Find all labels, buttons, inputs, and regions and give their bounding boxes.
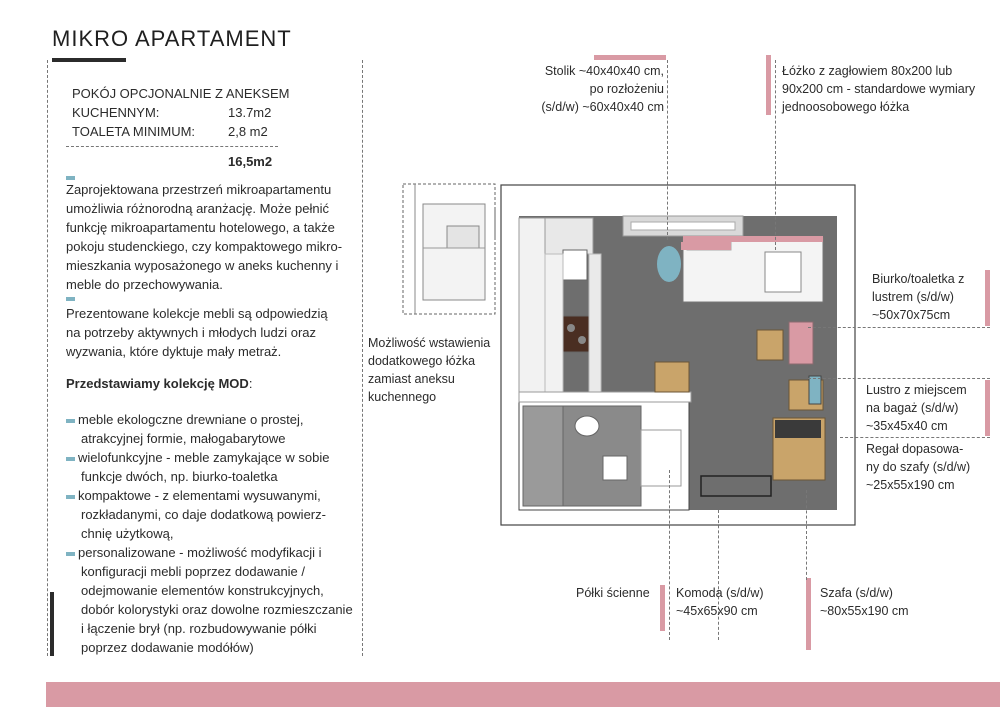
desk (789, 322, 813, 364)
bullet-icon (66, 552, 75, 556)
kitchen-counter (545, 218, 593, 254)
label-lozko: Łóżko z zagłowiem 80x200 lub 90x200 cm - standardowe wymiary jednoosobowego łóżka (782, 64, 976, 114)
kitchen-cabinet (519, 218, 545, 398)
biurko-marker (985, 270, 990, 326)
szafa-marker (806, 578, 811, 650)
lustro-marker (985, 380, 990, 436)
footer-bar (46, 682, 1000, 707)
page-title: MIKRO APARTAMENT (52, 26, 292, 51)
leader-line (808, 327, 990, 328)
list-item: personalizowane - możliwość modyfikacji i (66, 543, 366, 562)
title-underline (52, 58, 126, 62)
toilet (575, 416, 599, 436)
leader-line (806, 490, 807, 580)
label-biurko: Biurko/toaletka z lustrem (s/d/w) ~50x70x75cm (872, 272, 965, 322)
list-item: wielofunkcyjne - meble zamykające w sobie (66, 448, 366, 467)
features-list: meble ekologczne drewniane o prostej, atrakcyjnej formie, małogabarytowe wielofunkcyjne - meble zamykające w sobie funkcje dwóch, np. biurko-toaletka kompaktowe - z elementami wysuwanymi, rozkładanymi, co daje dodatkową powierz- chnię użytkową, personalizowane - możliwość modyfikacji i konfiguracji mebli poprzez dodawanie / odejmowanie elementów konstrukcyjnych, dobór kolorystyki oraz dowolne rozmieszczanie i łączenie brył (np. rozbudowywanie półki poprzez dodawanie modółów) (66, 410, 366, 657)
label-lustro: Lustro z miejscem na bagaż (s/d/w) ~35x45x40 cm (866, 383, 967, 433)
summary-line-2-value: 13.7m2 (228, 105, 272, 120)
leader-line (840, 437, 990, 438)
label-szafa: Szafa (s/d/w) ~80x55x190 cm (820, 586, 909, 618)
label-komoda: Komoda (s/d/w) ~45x65x90 cm (676, 586, 764, 618)
description-para-1: Zaprojektowana przestrzeń mikroapartamentu umożliwia różnorodną aranżację. Może pełnić funkcję mikroapartamentu hotelowego, a także pokoju studenckiego, czy kompaktowego mikro- mieszkania wyposażonego w aneks kuchenny i meble do przechowywania. (66, 182, 343, 292)
desk-chair (757, 330, 783, 360)
list-item: meble ekologczne drewniane o prostej, (66, 410, 366, 429)
bathroom-door (641, 430, 681, 486)
summary-divider (66, 146, 278, 147)
left-accent-bar (50, 592, 54, 656)
summary-line-3-value: 2,8 m2 (228, 124, 268, 139)
leader-line (775, 60, 776, 250)
description-para-2: Prezentowane kolekcje mebli są odpowiedzią na potrzeby aktywnych i młodych ludzi oraz wyzwania, które dyktuje mały metraż. (66, 306, 328, 359)
leader-line (667, 60, 668, 240)
pouf (657, 246, 681, 282)
collection-heading: Przedstawiamy kolekcję MOD: (66, 376, 253, 391)
paragraph-marker (66, 297, 75, 301)
optional-bed-sketch (403, 184, 495, 314)
sink (563, 250, 587, 280)
bullet-icon (66, 495, 75, 499)
leader-line (808, 378, 990, 379)
summary-line-1: POKÓJ OPCJONALNIE Z ANEKSEM (72, 86, 290, 101)
label-stolik: Stolik ~40x40x40 cm, po rozłożeniu (s/d/w) ~60x40x40 cm (541, 64, 664, 114)
stove (563, 316, 589, 352)
summary-line-3-label: TOALETA MINIMUM: (72, 124, 196, 139)
list-item: kompaktowe - z elementami wysuwanymi, (66, 486, 366, 505)
lozko-marker (766, 55, 771, 115)
label-polki: Półki ścienne (576, 586, 650, 600)
leader-line (669, 470, 670, 640)
summary-total: 16,5m2 (228, 154, 273, 169)
label-regal: Regał dopasowa- ny do szafy (s/d/w) ~25x55x190 cm (866, 442, 971, 492)
left-guide-line (47, 60, 48, 656)
washbasin (603, 456, 627, 480)
side-table (655, 362, 689, 392)
stolik-marker (594, 55, 666, 60)
bullet-icon (66, 457, 75, 461)
leader-line (718, 510, 719, 640)
label-dodatkowe-lozko: Możliwość wstawienia dodatkowego łóżka zamiast aneksu kuchennego (368, 336, 491, 404)
summary-line-2-label: KUCHENNYM: (72, 105, 160, 120)
polki-marker (660, 585, 665, 631)
bullet-icon (66, 419, 75, 423)
